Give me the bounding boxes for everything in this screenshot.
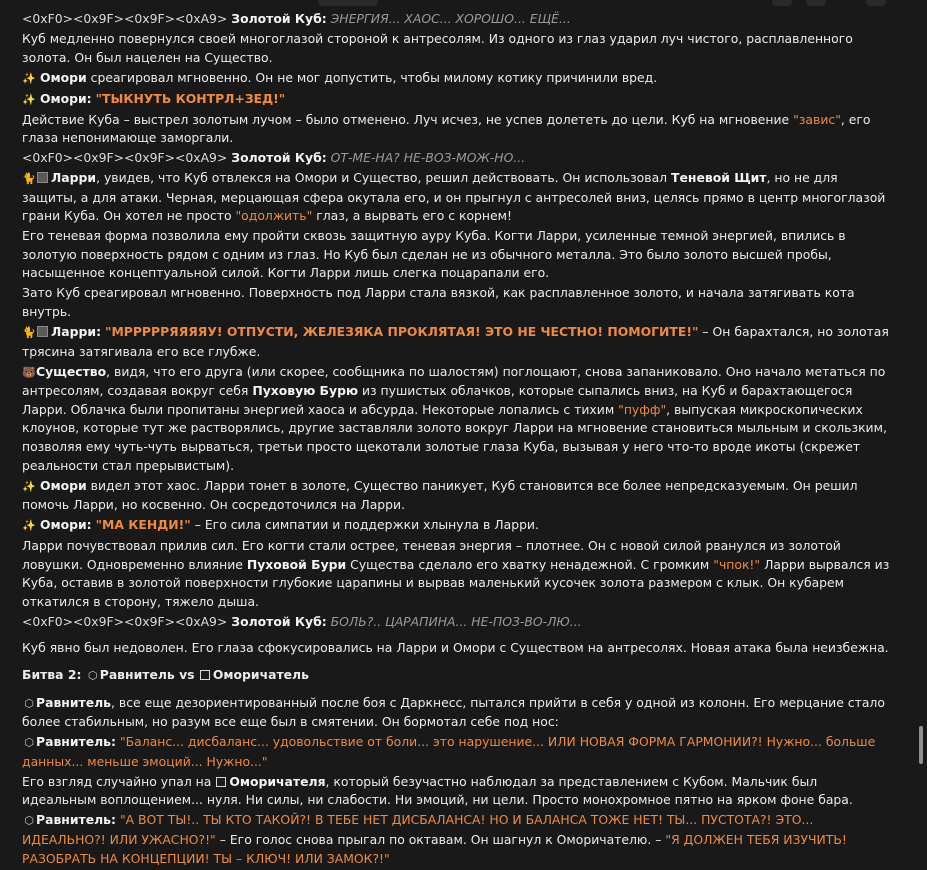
paragraph-text: , видя, что его друга (или скорее, сообщника по шалостям) поглощают, снова запаниковало. Оно начало метаться по антресолям, создавая вокруг себя <box>22 363 886 399</box>
paragraph-text: Действие Куба – выстрел золотым лучом – было отменено. Луч исчез, не успев долететь до цели. Куб на мгновение <box>22 111 790 127</box>
paragraph-text: – Он барахтался, но золотая трясина затягивала его все глубже. <box>22 324 889 359</box>
speaker-name: Омори <box>39 69 87 85</box>
paragraph <box>22 90 892 110</box>
cube-line <box>22 10 892 29</box>
message-body <box>22 10 892 870</box>
paragraph <box>22 477 892 515</box>
skill-name: Пуховой Бури <box>246 556 347 572</box>
sparkle-icon: ✨ <box>22 71 36 85</box>
character-name: Оморичателя <box>229 773 326 789</box>
speaker-name: Ларри <box>51 170 97 186</box>
white-square-icon <box>200 670 210 680</box>
sparkle-icon: ✨ <box>22 519 36 533</box>
quote: "ТЫКНУТЬ КОНТРЛ+ЗЕД!" <box>95 90 286 106</box>
paragraph-text: видел этот хаос. Ларри тонет в золоте, Существо паникует, Куб становится все более непредсказуемым. Он решил помочь Ларри, но косвенно. Он сосредоточился на Ларри. <box>22 477 858 513</box>
cube-speech: ЭНЕРГИЯ... ХАОС... ХОРОШО... ЕЩЁ... <box>330 11 571 26</box>
top-bar <box>0 0 927 10</box>
paragraph <box>22 169 892 226</box>
raw-code: <0xF0><0x9F><0x9F><0xA9> <box>22 150 228 166</box>
paragraph: Его теневая форма позволила ему пройти сквозь защитную ауру Куба. Когти Ларри, усиленные темной энергией, впились в золотую поверхность рядом с одним из глаз. Но Куб был сделан не из обычного металла. Это было золото высшей пробы, насыщенное концептуальной силой. Когти Ларри лишь слегка поцарапали его. <box>22 228 846 281</box>
sparkle-icon: ✨ <box>22 92 36 106</box>
paragraph <box>22 69 892 89</box>
quote: "МРРРРРЯЯЯЯУ! ОТПУСТИ, ЖЕЛЕЗЯКА ПРОКЛЯТАЯ! ЭТО НЕ ЧЕСТНО! ПОМОГИТЕ!" <box>104 324 699 340</box>
paragraph <box>22 773 892 810</box>
battle-side-b: Оморичатель <box>212 667 309 683</box>
white-square-icon <box>216 777 226 787</box>
quote: "МА КЕНДИ!" <box>95 517 191 533</box>
skill-name: Теневой Щит <box>671 170 767 186</box>
speaker-name: Равнитель: <box>36 812 116 828</box>
speaker-name: Омори: <box>39 90 92 106</box>
top-tab[interactable] <box>772 0 792 6</box>
black-square-icon <box>37 326 48 337</box>
quote: "Баланс... дисбаланс... удовольствие от боли... это нарушение... ИЛИ НОВАЯ ФОРМА ГАРМОНИИ?! Нужно... больше данных... меньше эмоций... Нужно..." <box>22 734 876 769</box>
battle-title: Битва 2: <box>22 667 82 683</box>
top-tab[interactable] <box>866 0 886 6</box>
skill-name: Пуховую Бурю <box>252 383 358 399</box>
paragraph-text: – Его сила симпатии и поддержки хлынула в Ларри. <box>194 517 539 533</box>
cube-line <box>22 613 892 632</box>
paragraph-text: Ларри вырвался из Куба, оставив в золотой поверхности глубокие царапины и вырвав маленький кусочек золота размером с клык. Он кубарем откатился в сторону, тяжело дыша. <box>22 556 890 609</box>
raw-code: <0xF0><0x9F><0x9F><0xA9> <box>22 613 228 629</box>
paragraph <box>22 733 892 771</box>
cube-icon: ⬡ <box>87 669 98 683</box>
paragraph <box>22 111 892 148</box>
paragraph <box>22 694 892 732</box>
speaker-name: Омори <box>39 477 87 493</box>
paragraph-text: , его глаза непонимающе заморгали. <box>22 111 871 146</box>
speaker-name: Существо <box>36 363 107 379</box>
speaker-name: Ларри: <box>51 324 102 340</box>
speaker-name: Равнитель <box>36 694 112 710</box>
cube-icon: ⬡ <box>24 814 34 828</box>
paragraph-text: , выпуская микроскопических клоунов, которые тут же растворялись, другие заставляли золото вокруг Ларри на мгновение становиться мыльным и скользким, позволяя ему чуть-чуть вырваться, третьи просто щекотали золотые глаза Куба, вызывая у него что-то вроде икоты (скрежет реальности стал прерывистым). <box>22 401 887 473</box>
paragraph-text: глаз, а вырвать его с корнем! <box>316 208 512 224</box>
paragraph <box>22 516 892 536</box>
cube-icon: ⬡ <box>24 696 34 710</box>
sparkle-icon: ✨ <box>22 479 36 493</box>
paragraph: Зато Куб среагировал мгновенно. Поверхность под Ларри стала вязкой, как расплавленное золото, и начала затягивать кота внутрь. <box>22 285 855 320</box>
paragraph-text: , но не для защиты, а для атаки. Черная, мерцающая сфера окутала его, и он прыгнул с антресолей вниз, целясь прямо в центр многоглазой грани Куба. Он хотел не просто <box>22 170 886 224</box>
speaker-name: Золотой Куб: <box>231 150 327 166</box>
speaker-name: Золотой Куб: <box>231 11 327 26</box>
cat-icon: 🐈 <box>22 326 36 340</box>
quote: "Я ДОЛЖЕН ТЕБЯ ИЗУЧИТЬ! РАЗОБРАТЬ НА КОНЦЕПЦИИ! ТЫ – КЛЮЧ! ИЛИ ЗАМОК?!" <box>22 831 847 866</box>
scrollbar-thumb[interactable] <box>919 726 923 764</box>
top-tab[interactable] <box>318 0 378 6</box>
paragraph: Куб явно был недоволен. Его глаза сфокусировались на Ларри и Омори с Существом на антресолях. Новая атака была неизбежна. <box>22 640 889 656</box>
paragraph-text: среагировал мгновенно. Он не мог допустить, чтобы милому котику причинили вред. <box>90 69 658 85</box>
cat-icon: 🐈 <box>22 172 36 186</box>
quote: "А ВОТ ТЫ!.. ТЫ КТО ТАКОЙ?! В ТЕБЕ НЕТ ДИСБАЛАНСА! НО И БАЛАНСА ТОЖЕ НЕТ! ТЫ... ПУСТОТА?! ЭТО... ИДЕАЛЬНО?! ИЛИ УЖАСНО?!" <box>22 812 814 847</box>
black-square-icon <box>37 172 48 183</box>
raw-code: <0xF0><0x9F><0x9F><0xA9> <box>22 11 228 26</box>
paragraph: Куб медленно повернулся своей многоглазой стороной к антресолям. Из одного из глаз ударил луч чистого, расплавленного золота. Он был нацелен на Существо. <box>22 30 853 65</box>
paragraph <box>22 323 892 361</box>
battle-heading <box>22 666 892 686</box>
paragraph-text: , который безучастно наблюдал за представлением с Кубом. Мальчик был идеальным воплощением... нуля. Ни силы, ни слабости. Ни эмоций, ни цели. Просто монохромное пятно на ярком фоне бара. <box>22 773 853 808</box>
creature-icon: 🐻 <box>22 365 36 379</box>
cube-speech: БОЛЬ?.. ЦАРАПИНА... НЕ-ПОЗ-ВО-ЛЮ... <box>330 613 582 629</box>
paragraph-text: – Его голос снова прыгал по октавам. Он шагнул к Оморичателю. – <box>219 831 662 847</box>
top-tab[interactable] <box>806 0 826 6</box>
speaker-name: Омори: <box>39 517 92 533</box>
speaker-name: Золотой Куб: <box>231 613 327 629</box>
paragraph-text: из пушистых облачков, которые сыпались вниз, на Куб и барахтающегося Ларри. Облачка были пропитаны энергией хаоса и абсурда. Некоторые лопались с тихим <box>22 383 853 417</box>
paragraph-text: , увидев, что Куб отвлекся на Омори и Существо, решил действовать. Он использовал <box>96 170 668 186</box>
paragraph-text: , все еще дезориентированный после боя с Даркнесс, пытался прийти в себя у одной из колонн. Его мерцание стало более стабильным, но разум все еще был в смятении. Он бормотал себе под нос: <box>22 694 885 730</box>
quote: "завис" <box>793 111 841 127</box>
paragraph <box>22 811 892 868</box>
paragraph-text: Его взгляд случайно упал на <box>22 773 212 789</box>
paragraph <box>22 537 892 611</box>
cube-line <box>22 149 892 168</box>
quote: "пуфф" <box>618 401 667 417</box>
cube-speech: ОТ-МЕ-НА? НЕ-ВОЗ-МОЖ-НО... <box>330 150 526 166</box>
paragraph-text: Ларри почувствовал прилив сил. Его когти стали острее, теневая энергия – плотнее. Он с новой силой рванулся из золотой ловушки. Одновременно влияние <box>22 538 841 572</box>
paragraph <box>22 363 892 476</box>
quote: "чпок!" <box>713 556 761 572</box>
quote: "одолжить" <box>235 208 313 224</box>
cube-icon: ⬡ <box>24 736 34 750</box>
speaker-name: Равнитель: <box>36 734 116 750</box>
battle-side-a: Равнитель vs <box>99 667 195 683</box>
paragraph-text: Существа сделало его хватку ненадежной. С громким <box>350 556 710 572</box>
